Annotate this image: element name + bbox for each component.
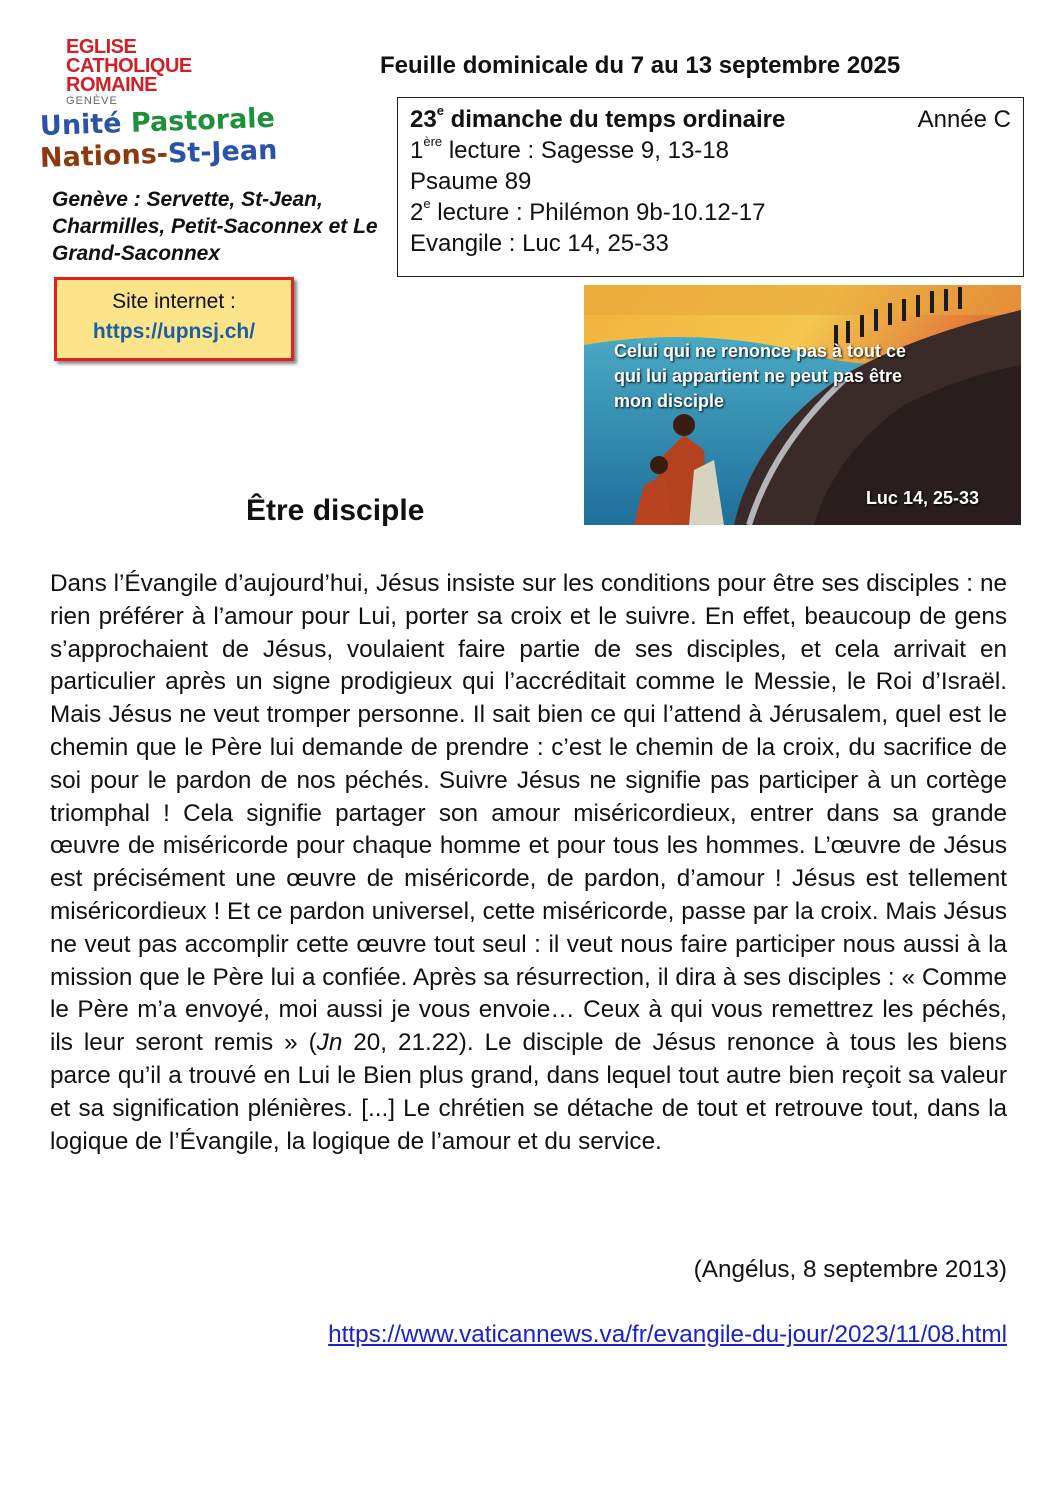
church-logo — [66, 38, 192, 107]
logo-line-eglise: EGLISE — [66, 36, 137, 58]
logo-line-catholique: CATHOLIQUE — [66, 55, 192, 77]
second-reading: 2e lecture : Philémon 9b-10.12-17 — [410, 196, 766, 226]
logo-line-romaine: ROMAINE — [66, 74, 157, 96]
source-link[interactable]: https://www.vaticannews.va/fr/evangile-du-jour/2023/11/08.html — [328, 1321, 1007, 1348]
logo-unite: Unité — [39, 108, 123, 142]
painting-reference: Luc 14, 25-33 — [865, 488, 979, 508]
first-reading: 1ère lecture : Sagesse 9, 13-18 — [410, 134, 729, 164]
logo-stjean: St-Jean — [167, 134, 278, 170]
website-link[interactable]: https://upnsj.ch/ — [92, 320, 256, 343]
liturgy-box — [397, 97, 1024, 277]
gospel-painting — [584, 285, 1021, 525]
website-box — [54, 277, 294, 361]
painting-caption: Celui qui ne renonce pas à tout ce qui lui appartient ne peut pas être mon disciple — [614, 341, 907, 411]
reflection-text: Dans l’Évangile d’aujourd’hui, Jésus insiste sur les conditions pour être ses disciples : ne rien préférer à l’amour pour Lui, porter sa croix et le suivre. En effet, beaucoup de gens s’approchaient de Jésus, voulaient faire partie de ses disciples, et cela arrivait en particulier après un signe prodigieux qui l’accréditait comme le Messie, le Roi d’Israël. Mais Jésus ne veut tromper personne. Il sait bien ce qui l’attend à Jérusalem, quel est le chemin que le Père lui demande de prendre : c’est le chemin de la croix, du sacrifice de soi pour le pardon de nos péchés. Suivre Jésus ne signifie pas participer à un cortège triomphal ! Cela signifie partager son amour miséricordieux, entrer dans sa grande œuvre de miséricorde pour chaque homme et pour tous les hommes. L’œuvre de Jésus est précisément une œuvre de miséricorde, de pardon, d’amour ! Jésus est tellement miséricordieux ! Et ce pardon universel, cette miséricorde, passe par la croix. Mais Jésus ne veut pas accomplir cette œuvre tout seul : il veut nous faire participer nous aussi à la mission que le Père lui a confiée. Après sa résurrection, il dira à ses disciples : « Comme le Père m’a envoyé, moi aussi je vous envoie… Ceux à qui vous remettrez les péchés, ils leur seront remis » (Jn 20, 21.22). Le disciple de Jésus renonce à tous les biens parce qu’il a trouvé en Lui le Bien plus grand, dans lequel tout autre bien reçoit sa valeur et sa signification plénières. [...] Le chrétien se détache de tout et retrouve tout, dans la logique de l’Évangile, la logique de l’amour et du service. — [50, 570, 1007, 1155]
logo-pastorale: Pastorale — [130, 102, 276, 139]
page-title: Être disciple — [246, 494, 425, 527]
logo-line-geneve: GENÈVE — [66, 95, 118, 107]
logo-nations: Nations- — [39, 138, 169, 174]
sunday-label: 23e dimanche du temps ordinaire — [410, 103, 786, 133]
liturgical-year: Année C — [917, 106, 1011, 133]
parish-locations: Genève : Servette, St-Jean, Charmilles, Petit-Saconnex et Le Grand-Saconnex — [52, 188, 378, 265]
bulletin-title: Feuille dominicale du 7 au 13 septembre 2025 — [380, 52, 901, 79]
website-label: Site internet : — [112, 290, 236, 313]
gospel-reading: Evangile : Luc 14, 25-33 — [410, 230, 669, 257]
source-attribution: (Angélus, 8 septembre 2013) — [693, 1256, 1007, 1283]
psalm: Psaume 89 — [410, 168, 532, 195]
unite-pastorale-logo — [39, 102, 278, 174]
